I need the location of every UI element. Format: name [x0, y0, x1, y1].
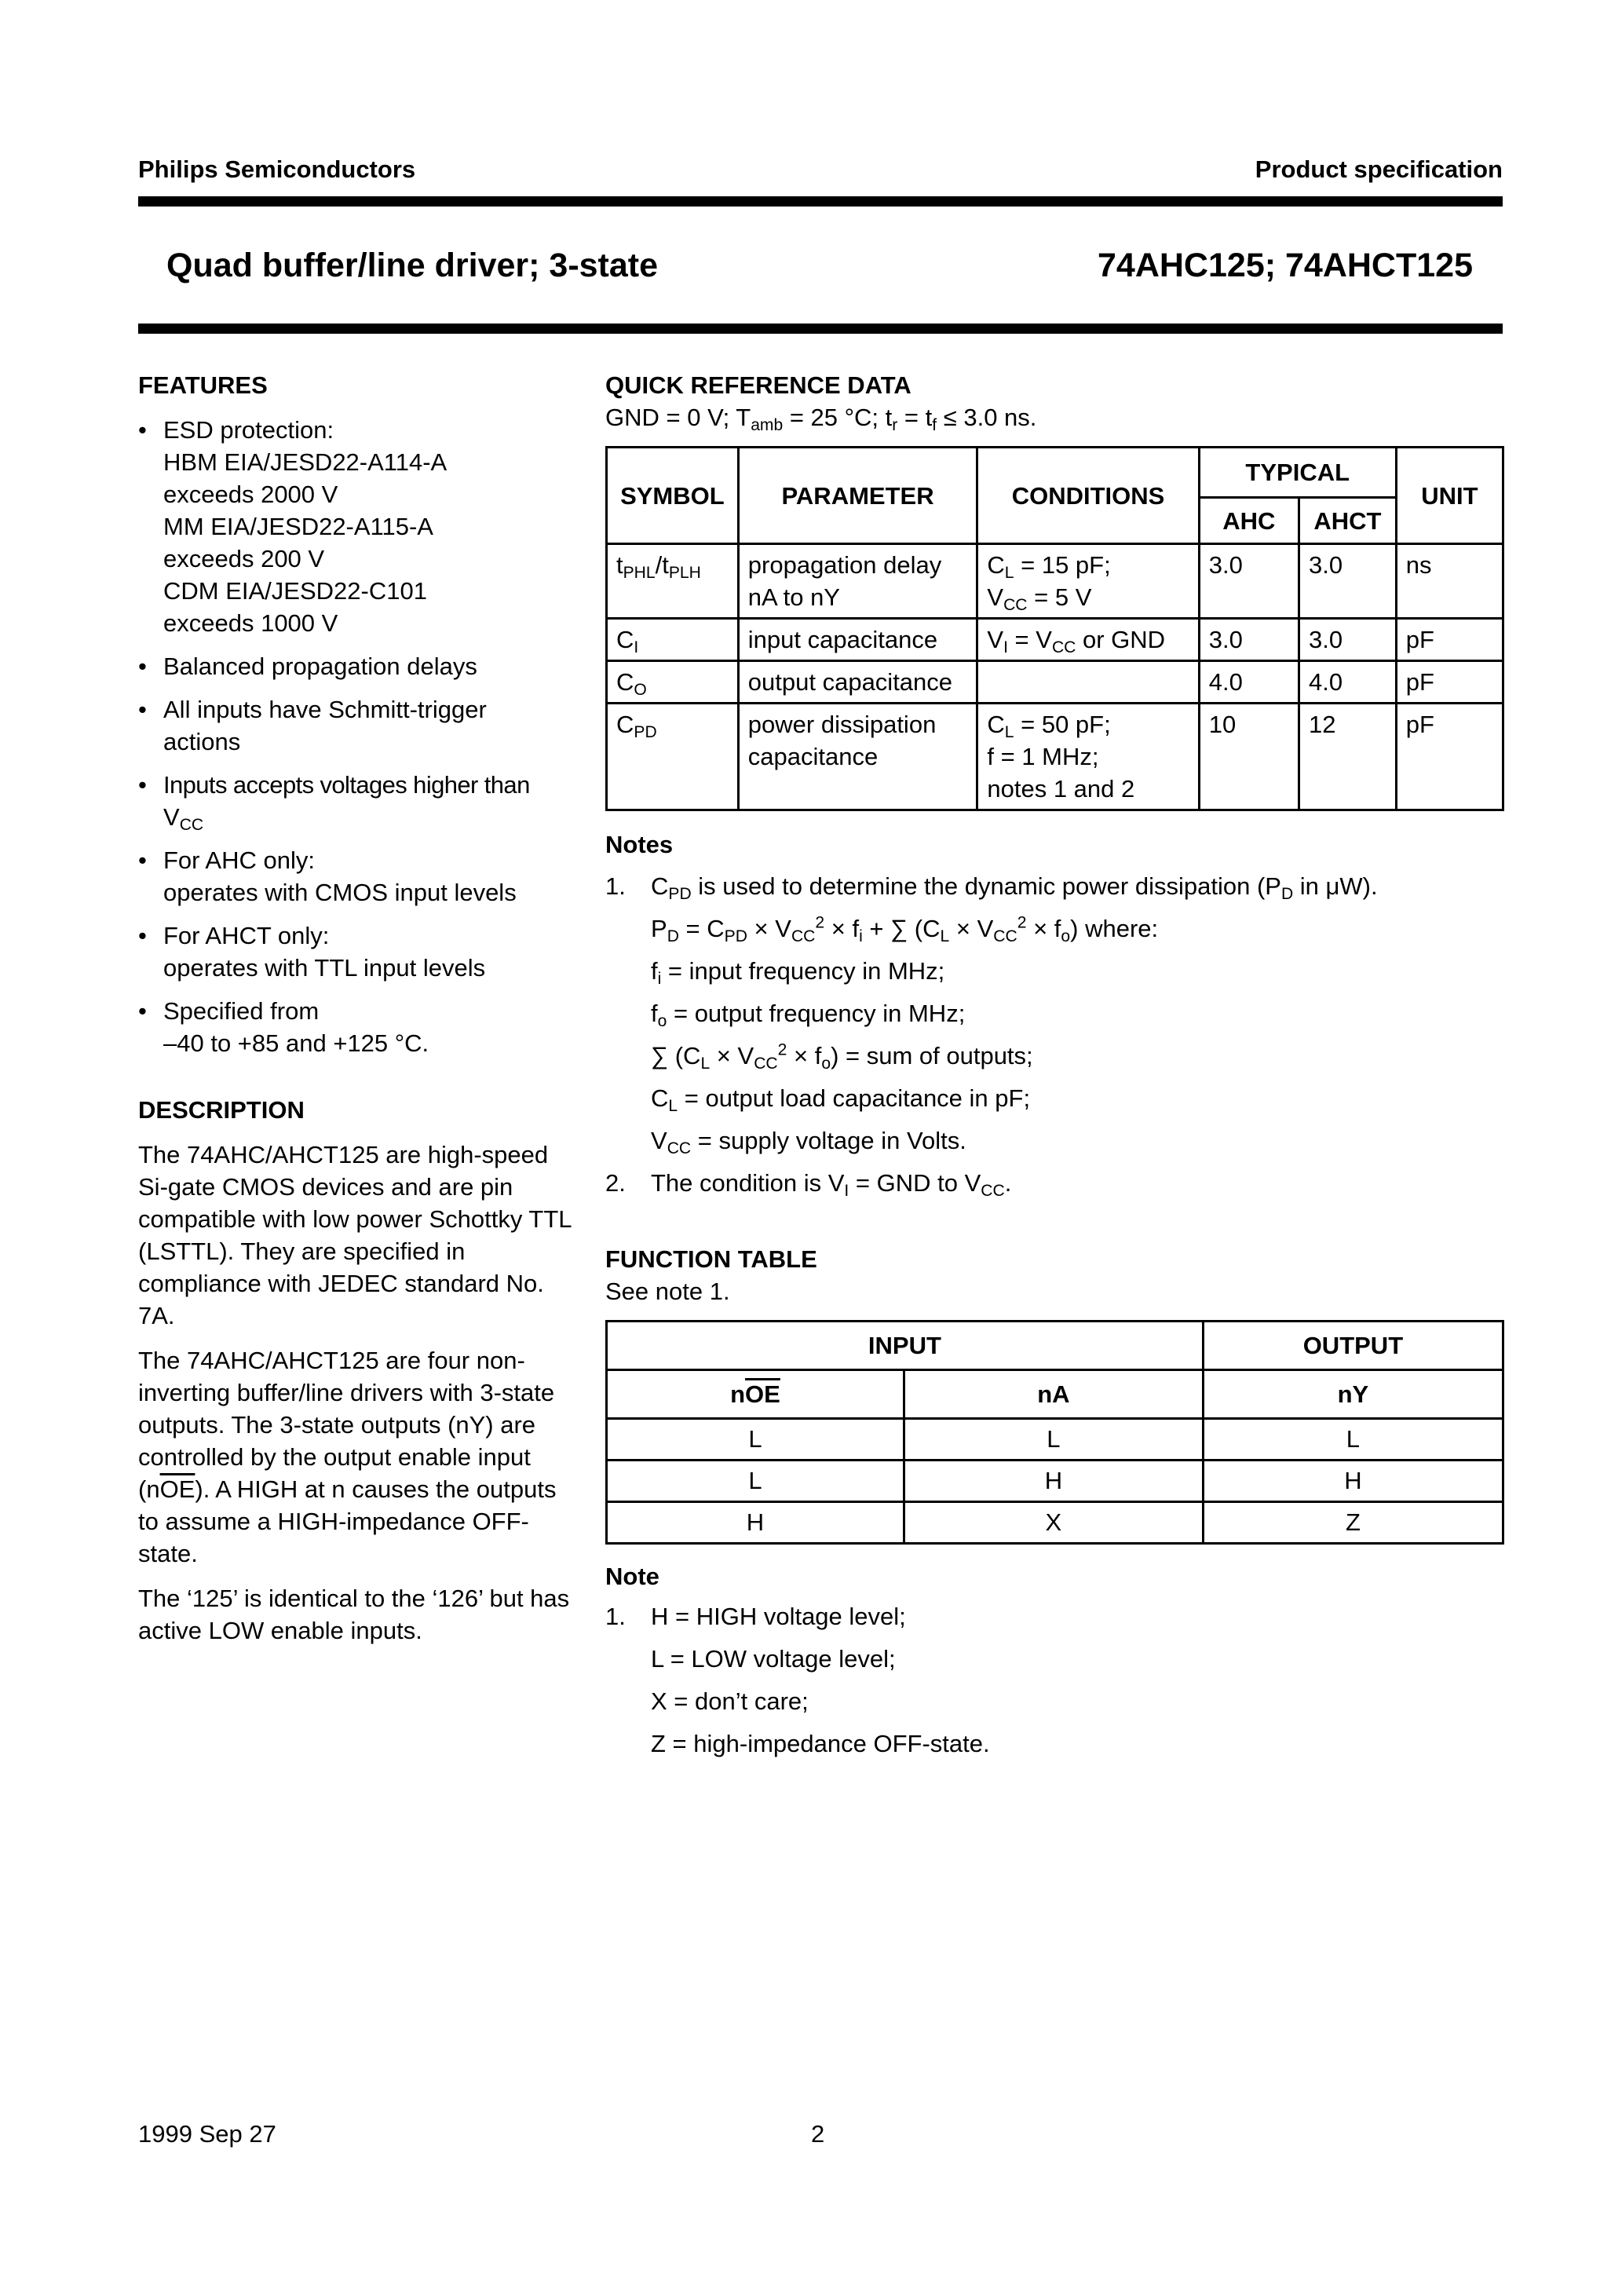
table-row: H X Z: [607, 1502, 1503, 1544]
page-number: 2: [811, 2120, 825, 2148]
function-table-heading: FUNCTION TABLE: [605, 1245, 817, 1273]
notes-heading: Notes: [605, 831, 674, 858]
notes-list: [605, 865, 1504, 1205]
description-paragraph: The 74AHC/AHCT125 are high-speed Si-gate CMOS devices and are pin compatible with low power Schottky TTL (LSTTL). They are specified in compliance with JEDEC standard No. 7A.: [138, 1141, 572, 1329]
function-table-section: [605, 1243, 1504, 1765]
note-item: 1. $C_{PD}$ is used to determine the dynamic power dissipation ($P_D$ in μW). $P_D = C_{PD} \times V_{CC}^2 \times f_i$ + ∑ $(C_L \times V_{CC}^2 \times f_o)$ where: $f_i$ = input frequency in MHz; $f_o$ = output frequency in MHz; ∑ $(C_L \times V_{CC}^2 \times f_o)$ = sum of outputs; $C_L$ = output load capacitance in pF; $V_{CC}$ = supply voltage in Volts.: [605, 872, 1378, 1157]
col-na: nA: [904, 1370, 1203, 1419]
feature-item: • For AHCT only: operates with TTL input levels: [138, 919, 578, 984]
feature-item: • Inputs accepts voltages higher than $V_{CC}$: [138, 769, 578, 833]
col-parameter: PARAMETER: [738, 448, 977, 544]
description-paragraph: The 74AHC/AHCT125 are four non-inverting buffer/line drivers with 3-state outputs. The 3-state outputs (nY) are controlled by the output enable input $(n\overline{OE})$. A HIGH at n causes the outputs to assume a HIGH-impedance OFF-state.: [138, 1347, 557, 1567]
page-title: Quad buffer/line driver; 3-state: [166, 247, 659, 284]
features-section: [138, 369, 578, 1659]
description-paragraph: The ‘125’ is identical to the ‘126’ but has active LOW enable inputs.: [138, 1585, 570, 1644]
col-ny: nY: [1203, 1370, 1503, 1419]
quick-reference-table: [605, 446, 1504, 811]
quick-reference-conditions: GND = 0 V; $T_{amb} = 25$ °C; $t_r = t_f \le 3.0$ ns.: [605, 404, 1037, 434]
note-item: 1. H = HIGH voltage level; L = LOW voltage level; X = don’t care; Z = high-impedance OFF-state.: [605, 1603, 990, 1757]
col-symbol: SYMBOL: [607, 448, 739, 544]
feature-item: • For AHC only: operates with CMOS input levels: [138, 844, 578, 909]
table-row: $C_O$ output capacitance 4.0 4.0 pF: [607, 661, 1503, 704]
col-output: OUTPUT: [1203, 1322, 1503, 1370]
function-table: [605, 1320, 1504, 1545]
table-row: L L L: [607, 1419, 1503, 1461]
col-ahct: AHCT: [1299, 498, 1397, 544]
quick-reference-section: [605, 369, 1504, 1205]
company-name: Philips Semiconductors: [138, 155, 416, 183]
col-noe: $n\overline{OE}$: [607, 1370, 904, 1419]
header-rule-top: [138, 196, 1503, 207]
header-rule-bottom: [138, 324, 1503, 334]
features-heading: FEATURES: [138, 371, 268, 399]
table-row: L H H: [607, 1461, 1503, 1502]
function-table-subtitle: See note 1.: [605, 1278, 730, 1305]
feature-item: • Specified from –40 to +85 and +125 °C.: [138, 995, 578, 1059]
features-list: [138, 414, 578, 1059]
function-table-note-heading: Note: [605, 1563, 659, 1590]
quick-reference-heading: QUICK REFERENCE DATA: [605, 371, 911, 399]
col-unit: UNIT: [1396, 448, 1503, 544]
part-number: 74AHC125; 74AHCT125: [1098, 247, 1473, 284]
document-type: Product specification: [1255, 155, 1503, 183]
table-row: $C_I$ input capacitance $V_I = V_{CC}$ or GND 3.0 3.0 pF: [607, 619, 1503, 661]
col-input: INPUT: [607, 1322, 1204, 1370]
note-item: 2. The condition is $V_I$ = GND to $V_{CC}$.: [605, 1169, 1012, 1200]
table-row: $t_{PHL}/t_{PLH}$ propagation delay nA to nY $C_L = 15$ pF; $V_{CC} = 5$ V 3.0 3.0 ns: [607, 544, 1503, 619]
footer-date: 1999 Sep 27: [138, 2120, 276, 2148]
description-heading: DESCRIPTION: [138, 1096, 305, 1124]
feature-item: • ESD protection: HBM EIA/JESD22-A114-A exceeds 2000 V MM EIA/JESD22-A115-A exceeds 200 V CDM EIA/JESD22-C101 exceeds 1000 V: [138, 414, 578, 639]
feature-item: • Balanced propagation delays: [138, 650, 578, 682]
col-typical: TYPICAL: [1199, 448, 1396, 498]
col-ahc: AHC: [1199, 498, 1299, 544]
table-row: $C_{PD}$ power dissipation capacitance $C_L = 50$ pF; f = 1 MHz; notes 1 and 2 10 12 pF: [607, 704, 1503, 810]
col-conditions: CONDITIONS: [977, 448, 1199, 544]
feature-item: • All inputs have Schmitt-trigger actions: [138, 693, 578, 758]
function-table-note: [605, 1596, 1504, 1765]
